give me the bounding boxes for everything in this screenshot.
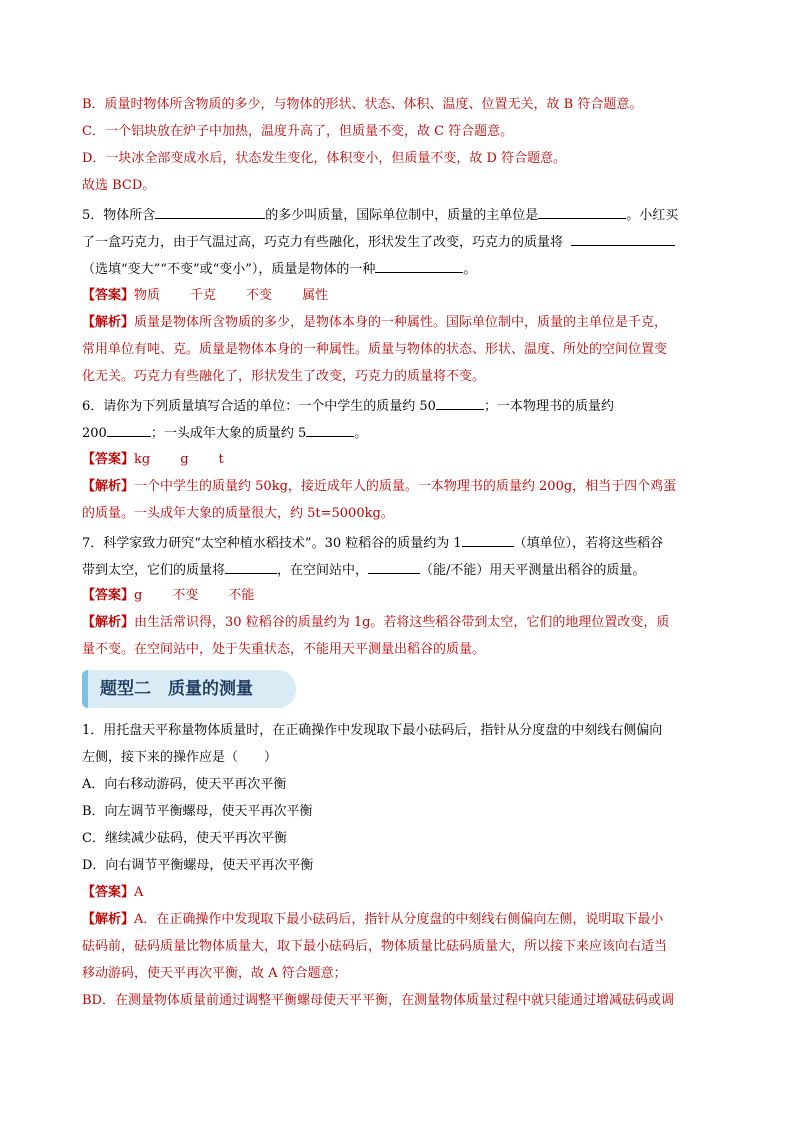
prev-option-c: C．一个铝块放在炉子中加热，温度升高了，但质量不变，故 C 符合题意。 [82,124,514,139]
q1-option-b: B．向左调节平衡螺母，使天平再次平衡 [82,804,313,819]
q5-blank-1[interactable] [155,204,265,219]
q7-analysis-2: 量不变。在空间站中，处于失重状态，不能用天平测量出稻谷的质量。 [82,642,486,657]
q7-analysis-1: 【解析】由生活常识得，30 粒稻谷的质量约为 1g。若将这些稻谷带到太空，它们的地理位置改变，质 [82,615,670,630]
q1-stem-1: 1．用托盘天平称量物体质量时，在正确操作中发现取下最小砝码后，指针从分度盘的中刻线右侧偏向 [82,723,663,738]
q1-stem-2: 左侧，接下来的操作应是（ ） [82,750,278,765]
q5-line-2: 了一盒巧克力，由于气温过高，巧克力有些融化，形状发生了改变，巧克力的质量将 [82,231,675,249]
q5-answer: 【答案】物质 千克 不变 属性 [82,288,329,303]
q6-analysis-1: 【解析】一个中学生的质量约 50kg，接近成年人的质量。一本物理书的质量约 200g，相当于四个鸡蛋 [82,479,677,494]
q1-answer: 【答案】A [82,885,144,900]
q5-analysis-2: 常用单位有吨、克。质量是物体本身的一种属性。质量与物体的状态、形状、温度、所处的空间位置变 [82,342,668,357]
q5-line-1: 5．物体所含 的多少叫质量，国际单位制中，质量的主单位是 。小红买 [82,204,678,222]
q7-line-2: 带到太空，它们的质量将 ，在空间站中， （能/不能）用天平测量出稻谷的质量。 [82,559,645,577]
q7-blank-3[interactable] [368,559,420,574]
q7-line-1: 7．科学家致力研究“太空种植水稻技术”。30 粒稻谷的质量约为 1 （填单位），若将这些稻谷 [82,532,663,550]
q6-line-1: 6．请你为下列质量填写合适的单位：一个中学生的质量约 50 ；一本物理书的质量约 [82,395,614,413]
prev-option-b: B．质量时物体所含物质的多少，与物体的形状、状态、体积、温度、位置无关，故 B 符合题意。 [82,97,643,112]
section-banner [82,670,296,708]
q1-option-a: A．向右移动游码，使天平再次平衡 [82,777,287,792]
q1-analysis-1: 【解析】A．在正确操作中发现取下最小砝码后，指针从分度盘的中刻线右侧偏向左侧，说明取下最小 [82,912,664,927]
q1-analysis-3: 移动游码，使天平再次平衡，故 A 符合题意； [82,966,347,981]
q7-blank-2[interactable] [225,559,277,574]
q1-option-c: C．继续减少砝码，使天平再次平衡 [82,831,287,846]
prev-choose: 故选 BCD。 [82,178,156,193]
q1-option-d: D．向右调节平衡螺母，使天平再次平衡 [82,858,314,873]
q7-answer: 【答案】g 不变 不能 [82,588,255,603]
q5-blank-3[interactable] [571,231,675,246]
prev-option-d: D．一块冰全部变成水后，状态发生变化，体积变小，但质量不变，故 D 符合题意。 [82,151,567,166]
q5-blank-2[interactable] [538,204,626,219]
q6-answer: 【答案】kg g t [82,452,224,467]
section-title: 题型二 质量的测量 [100,679,253,699]
q1-analysis-2: 砝码前，砝码质量比物体质量大，取下最小砝码后，物体质量比砝码质量大，所以接下来应该向右适当 [82,939,668,954]
banner-accent-bar [82,670,88,708]
q6-blank-1[interactable] [436,395,484,410]
q5-analysis-3: 化无关。巧克力有些融化了，形状发生了改变，巧克力的质量将不变。 [82,369,486,384]
q6-blank-3[interactable] [306,422,354,437]
q5-blank-4[interactable] [375,258,463,273]
q5-line-3: （选填“变大”“不变”或“变小”），质量是物体的一种 。 [82,258,476,276]
q6-line-2: 200 ；一头成年大象的质量约 5 。 [82,422,367,440]
q5-analysis-1: 【解析】质量是物体所含物质的多少，是物体本身的一种属性。国际单位制中，质量的主单位是千克， [82,315,668,330]
q7-blank-1[interactable] [462,532,514,547]
q1-analysis-4: BD．在测量物体质量前通过调整平衡螺母使天平平衡，在测量物体质量过程中就只能通过增减砝码或调 [82,993,674,1008]
q6-blank-2[interactable] [107,422,151,437]
q6-analysis-2: 的质量。一头成年大象的质量很大，约 5t=5000kg。 [82,506,394,521]
